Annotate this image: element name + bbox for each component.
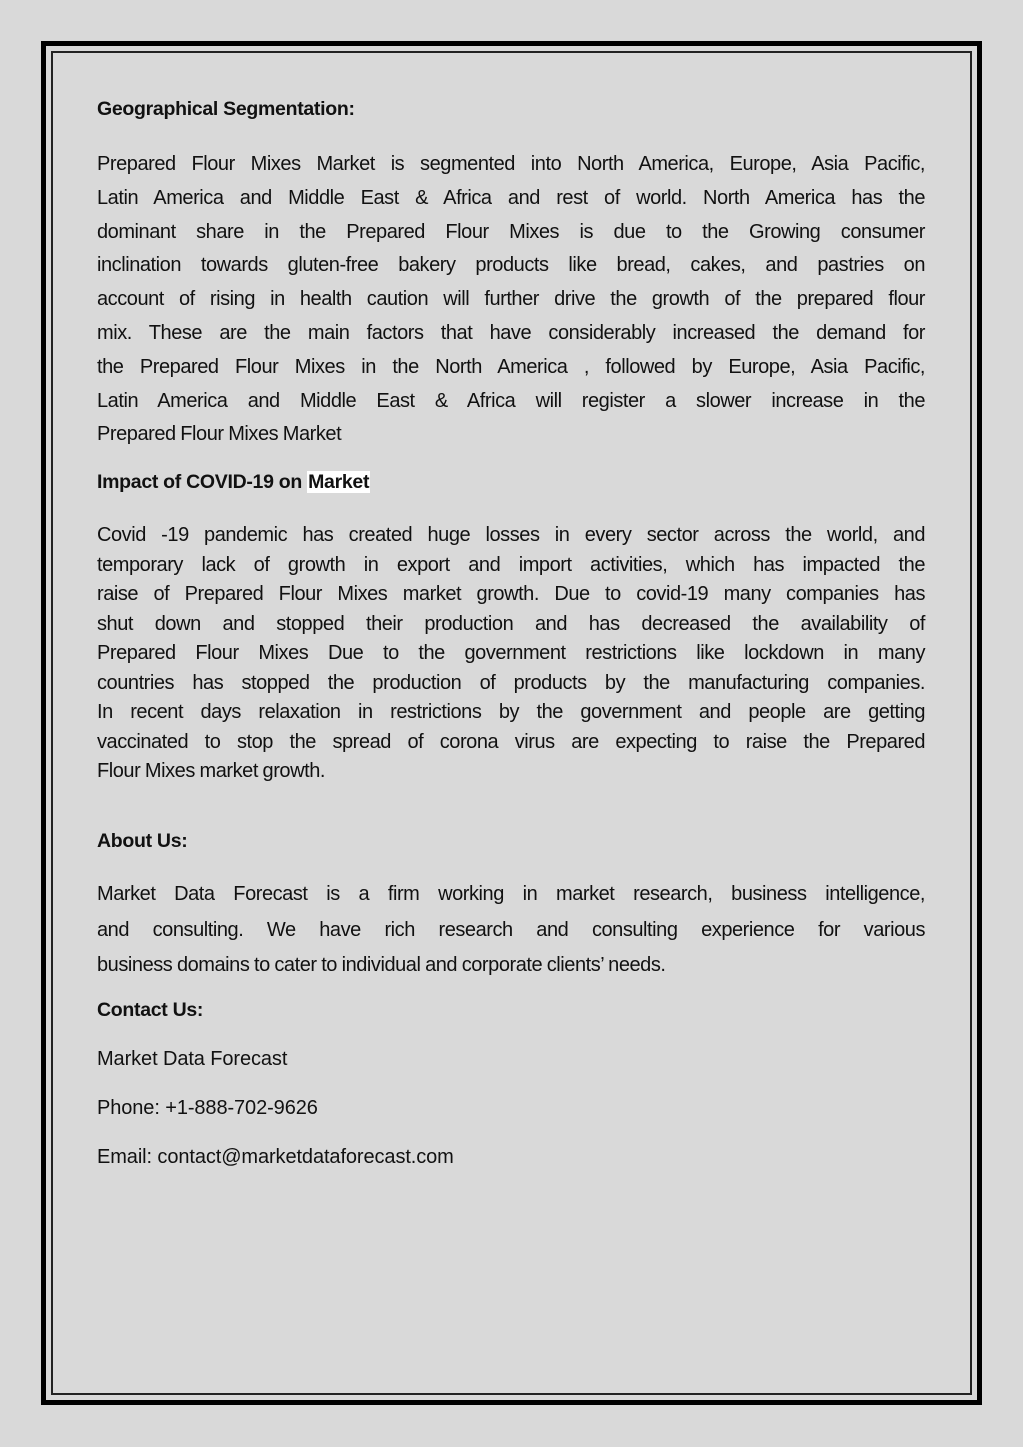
paragraph-line: In recent days relaxation in restrictions by the government and people are getting bbox=[97, 701, 925, 723]
about-paragraph bbox=[97, 877, 925, 984]
section-heading: About Us: bbox=[97, 830, 188, 852]
paragraph-line: the Prepared Flour Mixes in the North America , followed by Europe, Asia Pacific, bbox=[97, 355, 925, 378]
paragraph-line: business domains to cater to individual and corporate clients’ needs. bbox=[97, 954, 666, 976]
paragraph-line: Latin America and Middle East & Africa and rest of world. North America has the bbox=[97, 186, 925, 209]
paragraph-line: Prepared Flour Mixes Market is segmented into North America, Europe, Asia Pacific, bbox=[97, 153, 925, 175]
paragraph-line: vaccinated to stop the spread of corona virus are expecting to raise the Prepared bbox=[97, 730, 925, 753]
paragraph-line: account of rising in health caution will further drive the growth of the prepared flour bbox=[97, 288, 925, 311]
paragraph-line: temporary lack of growth in export and import activities, which has impacted the bbox=[97, 553, 925, 576]
contact-email bbox=[97, 1146, 925, 1169]
paragraph-line: Latin America and Middle East & Africa will register a slower increase in the bbox=[97, 389, 925, 412]
section-about-us bbox=[97, 830, 925, 853]
section-heading bbox=[97, 471, 925, 494]
contact-phone bbox=[97, 1097, 925, 1120]
phone-number: Phone: +1-888-702-9626 bbox=[97, 1097, 318, 1119]
section-heading: Geographical Segmentation: bbox=[97, 98, 355, 120]
paragraph-line: countries has stopped the production of products by the manufacturing companies. bbox=[97, 671, 925, 694]
paragraph-line: shut down and stopped their production and has decreased the availability of bbox=[97, 612, 925, 635]
geo-paragraph bbox=[97, 148, 925, 452]
paragraph-line: and consulting. We have rich research and consulting experience for various bbox=[97, 918, 925, 941]
section-contact-us bbox=[97, 999, 925, 1022]
paragraph-line: Market Data Forecast is a firm working in market research, business intelligence, bbox=[97, 883, 925, 905]
email-address: Email: contact@marketdataforecast.com bbox=[97, 1146, 454, 1168]
covid-paragraph bbox=[97, 521, 925, 787]
section-geographical-segmentation bbox=[97, 98, 925, 121]
section-covid-impact bbox=[97, 471, 925, 494]
contact-company bbox=[97, 1048, 925, 1071]
heading-text: Impact of COVID-19 on bbox=[97, 471, 308, 493]
section-heading: Contact Us: bbox=[97, 999, 204, 1021]
paragraph-line: Flour Mixes market growth. bbox=[97, 760, 325, 782]
paragraph-line: inclination towards gluten-free bakery products like bread, cakes, and pastries on bbox=[97, 254, 925, 277]
paragraph-line: Prepared Flour Mixes Market bbox=[97, 423, 342, 446]
company-name: Market Data Forecast bbox=[97, 1048, 288, 1070]
paragraph-line: Covid -19 pandemic has created huge losses in every sector across the world, and bbox=[97, 524, 925, 546]
paragraph-line: raise of Prepared Flour Mixes market growth. Due to covid-19 many companies has bbox=[97, 583, 925, 605]
paragraph-line: Prepared Flour Mixes Due to the government restrictions like lockdown in many bbox=[97, 642, 925, 664]
highlighted-word: Market bbox=[308, 471, 370, 493]
paragraph-line: mix. These are the main factors that have considerably increased the demand for bbox=[97, 321, 925, 344]
paragraph-line: dominant share in the Prepared Flour Mixes is due to the Growing consumer bbox=[97, 220, 925, 243]
